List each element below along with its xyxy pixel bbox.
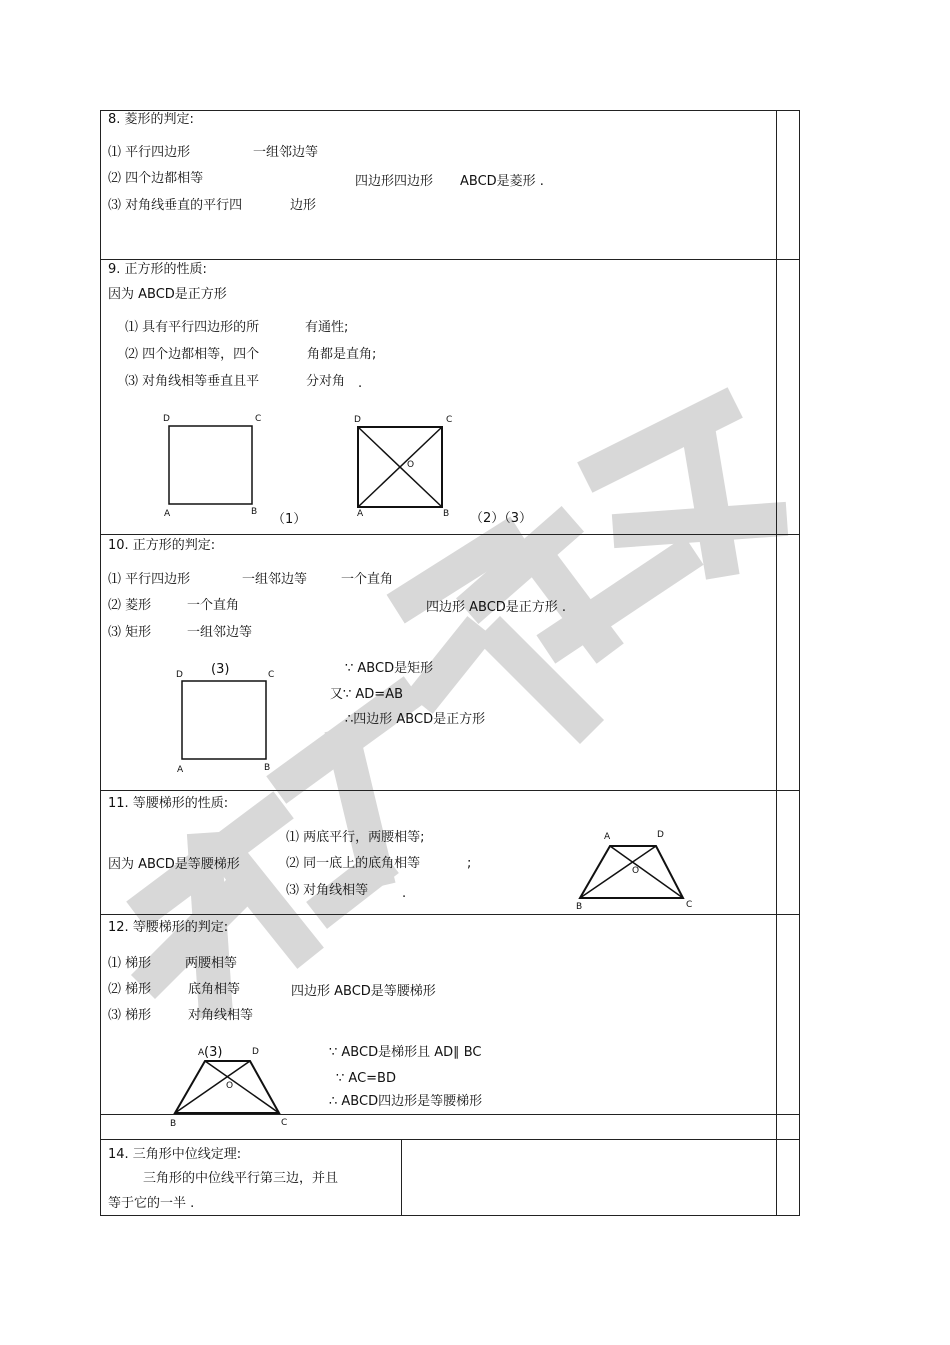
condition-2: ⑵ 四个边都相等 [108,171,204,186]
condition-1-extra: 一组邻边等 [242,572,308,587]
figure-3-caption: (3) [211,662,230,677]
theorem-line-1: 三角形的中位线平行第三边，并且 [143,1171,339,1186]
property-2-extra: ; [467,856,472,871]
row-divider [100,534,800,535]
condition-1: ⑴ 梯形 [108,956,152,971]
row-divider [100,1139,800,1140]
conclusion: 四边形 ABCD是正方形 . [426,600,567,615]
vertex-label-c: C [268,670,275,680]
condition-1-extra: 一组邻边等 [253,145,319,160]
conclusion: 四边形 ABCD是等腰梯形 [291,984,436,999]
conclusion: 四边形四边形 [355,174,434,189]
vertex-label-o: O [407,460,415,470]
property-2: ⑵ 同一底上的底角相等 [286,856,421,871]
property-1: ⑴ 具有平行四边形的所 [125,320,260,335]
row-divider [100,259,800,260]
vertex-label-b: B [576,902,583,912]
trapezoid-figure-2 [0,0,1,1]
vertex-label-o: O [226,1081,234,1091]
condition-3-extra: 一组邻边等 [187,625,253,640]
vertex-label-b: B [443,509,450,519]
vertex-label-b: B [251,507,258,517]
property-1-extra: 有通性; [305,320,349,335]
condition-2: ⑵ 菱形 [108,598,152,613]
condition-3: ⑶ 梯形 [108,1008,152,1023]
row-divider [100,1215,800,1216]
vertex-label-d: D [657,830,664,840]
row-divider [100,110,800,111]
condition-3-extra: 对角线相等 [188,1008,254,1023]
vertex-label-d: D [252,1047,259,1057]
vertex-label-c: C [255,414,262,424]
proof-line-2: ∵ AC=BD [336,1071,396,1086]
vertex-label-a: A [604,832,611,842]
condition-3: ⑶ 对角线垂直的平行四 [108,198,243,213]
vertex-label-c: C [446,415,453,425]
vertex-label-d: D [176,670,183,680]
condition-2-extra: 底角相等 [188,982,241,997]
property-3-end: . [358,376,363,391]
vertex-label-c: C [281,1118,288,1128]
vertex-label-d: D [163,414,170,424]
property-3-extra: 分对角 [306,374,346,389]
column-divider [401,1139,402,1215]
vertex-label-o: O [632,866,640,876]
section-12-title: 12. 等腰梯形的判定: [108,920,229,935]
figure-caption: (3) [204,1045,223,1060]
vertex-label-b: B [170,1119,177,1129]
vertex-label-b: B [264,763,271,773]
figure-1-caption: （1） [272,512,307,527]
condition-2: ⑵ 梯形 [108,982,152,997]
row-divider [100,790,800,791]
property-2: ⑵ 四个边都相等，四个 [125,347,260,362]
property-2-extra: 角都是直角; [307,347,377,362]
figure-2-caption: （2）（3） [470,511,533,526]
section-9-title: 9. 正方形的性质: [108,262,207,277]
proof-line-1: ∵ ABCD是梯形且 AD∥ BC [329,1045,482,1060]
vertex-label-a: A [198,1048,205,1058]
property-3: ⑶ 对角线相等 [286,883,369,898]
condition-1-extra-2: 一个直角 [341,572,394,587]
table-border-inner-right [776,110,777,1216]
vertex-label-d: D [354,415,361,425]
section-11-title: 11. 等腰梯形的性质: [108,796,229,811]
condition-2-extra: 一个直角 [187,598,240,613]
conclusion-extra: ABCD是菱形 . [460,174,544,189]
property-1: ⑴ 两底平行，两腰相等; [286,830,425,845]
vertex-label-a: A [357,509,364,519]
proof-line-2: 又∵ AD=AB [330,687,404,702]
row-divider [100,914,800,915]
table-border-right [799,110,800,1216]
condition-1: ⑴ 平行四边形 [108,572,191,587]
condition-1: ⑴ 平行四边形 [108,145,191,160]
section-10-title: 10. 正方形的判定: [108,538,216,553]
proof-line-1: ∵ ABCD是矩形 [345,661,434,676]
theorem-line-2: 等于它的一半 . [108,1196,195,1211]
section-8-title: 8. 菱形的判定: [108,112,194,127]
section-14-title: 14. 三角形中位线定理: [108,1147,242,1162]
condition-3-extra: 边形 [290,198,317,213]
property-3-extra: . [402,886,407,901]
proof-line-3: ∴四边形 ABCD是正方形 [345,712,486,727]
property-3: ⑶ 对角线相等垂直且平 [125,374,260,389]
condition-1-extra: 两腰相等 [185,956,238,971]
vertex-label-a: A [177,765,184,775]
proof-line-3: ∴ ABCD四边形是等腰梯形 [329,1094,483,1109]
section-9-intro: 因为 ABCD是正方形 [108,287,227,302]
table-border-left [100,110,101,1216]
vertex-label-c: C [686,900,693,910]
condition-3: ⑶ 矩形 [108,625,152,640]
vertex-label-a: A [164,509,171,519]
row-divider [100,1114,800,1115]
section-11-intro: 因为 ABCD是等腰梯形 [108,857,240,872]
